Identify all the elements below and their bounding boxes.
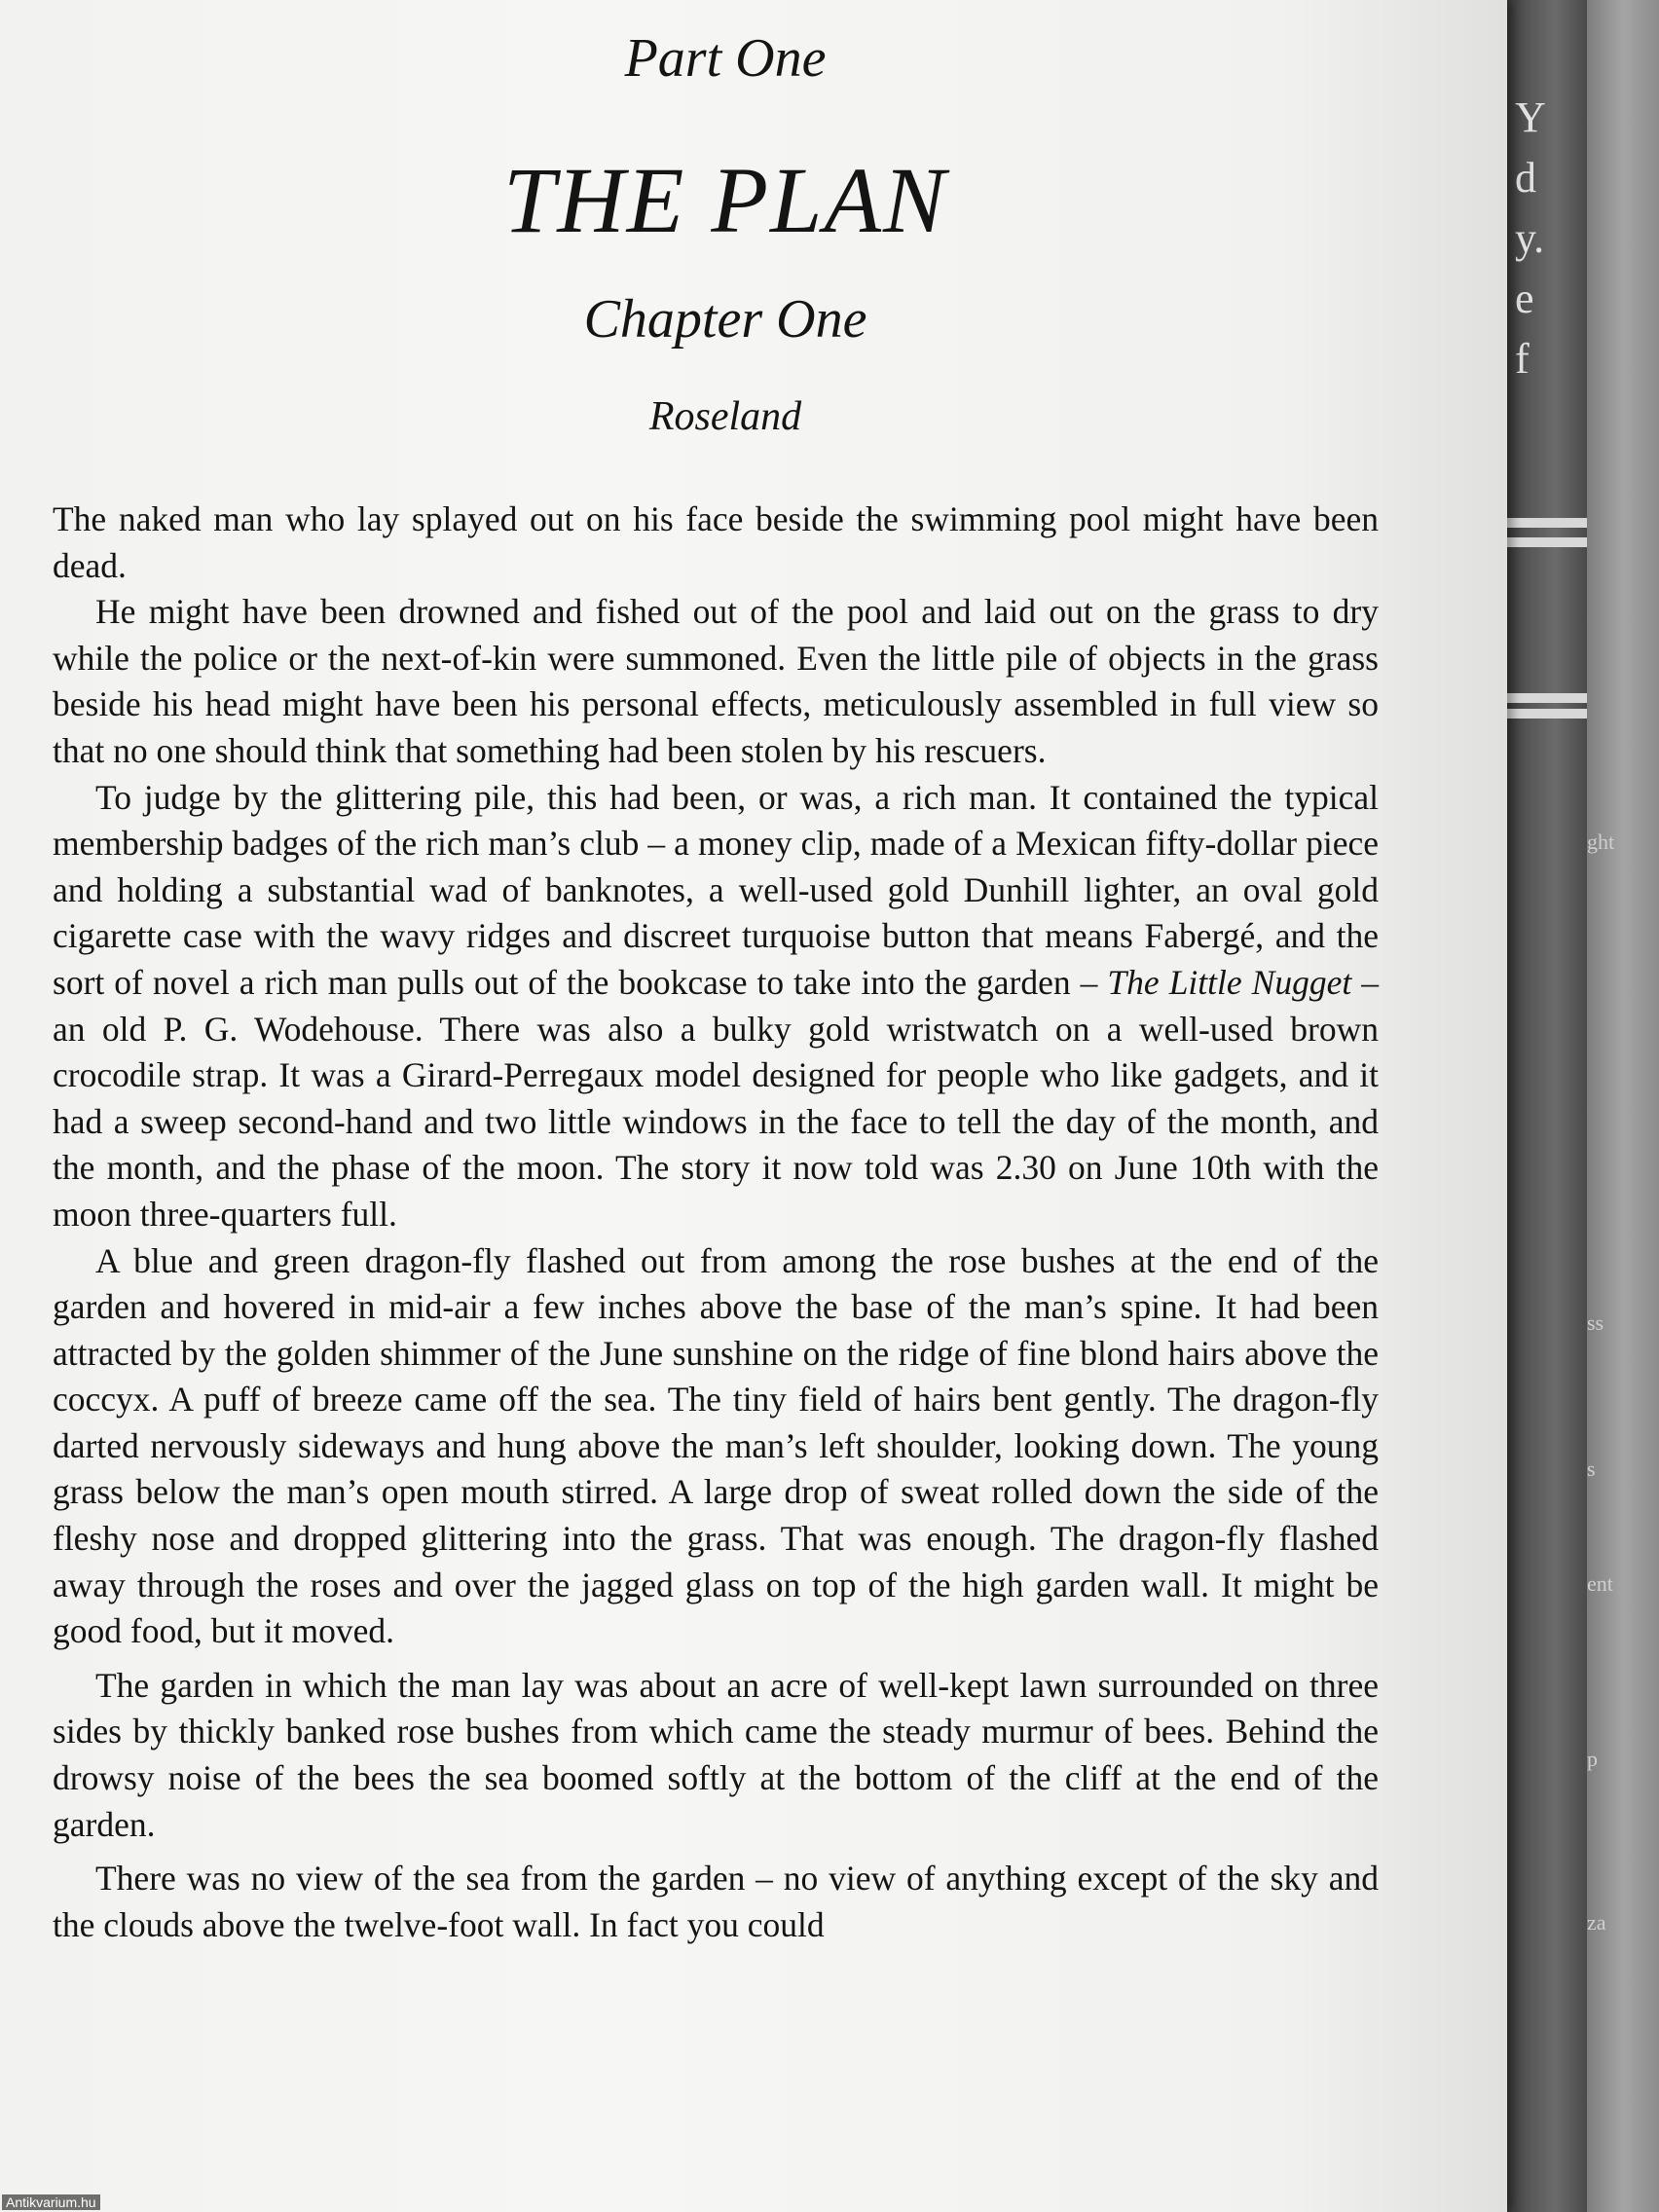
paragraph: There was no view of the sea from the garden – no view of anything except of the sky and the clouds above the twelve-foot wall. In fact you could — [53, 1859, 1379, 1944]
bg-text-fragment: s — [1587, 1456, 1596, 1481]
spine-letter: e — [1515, 275, 1534, 322]
spine-band — [1507, 537, 1587, 547]
book-spine — [1507, 0, 1587, 2212]
bg-text-fragment: za — [1587, 1910, 1606, 1935]
paragraph-text: – an old P. G. Wodehouse. There was also a bulky gold wristwatch on a well-used brown crocodile strap. It was a Girard-Perregaux model designed for people who like gadgets, and it had a sweep second-hand and two little windows in the face to tell the day of the month, and the month, and the phase of the moon. The story it now told was 2.30 on June 10th with the moon three-quarters full. — [53, 962, 1379, 1234]
part-title: Part One — [624, 28, 827, 89]
paragraph: He might have been drowned and fished out of the pool and laid out on the grass to dry while the police or the next-of-kin were summoned. Even the little pile of objects in the grass beside his head might have been his personal effects, meticulously assembled in full view so that no one should think that something had been stolen by his rescuers. — [53, 592, 1379, 770]
spine-letter: d — [1515, 154, 1536, 202]
paragraph-text: To judge by the glittering pile, this had been, or was, a rich man. It contained the typical membership badges of the rich man’s club – a money clip, made of a Mexican fifty-dollar piece and holding a substantial wad of banknotes, a well-used gold Dunhill lighter, an oval gold cigarette case with the wavy ridges and discreet turquoise button that means Fabergé, and the sort of novel a rich man pulls out of the bookcase to take into the garden – — [53, 777, 1379, 1002]
background-book — [1587, 0, 1659, 2212]
bg-text-fragment: ss — [1587, 1310, 1604, 1335]
bg-text-fragment: ght — [1587, 830, 1615, 854]
spine-text — [1515, 88, 1546, 389]
spine-letter: f — [1515, 335, 1530, 383]
body-text — [53, 497, 1379, 1948]
paragraph: The naked man who lay splayed out on his face beside the swimming pool might have been dead. — [53, 499, 1379, 585]
book-title: The Little Nugget — [1107, 962, 1352, 1002]
bg-text-fragment: ent — [1587, 1571, 1613, 1596]
spine-band — [1507, 518, 1587, 528]
section-title: Roseland — [648, 394, 802, 439]
paragraph: A blue and green dragon-fly flashed out from among the rose bushes at the end of the garden and hovered in mid-air a few inches above the base of the man’s spine. It had been attracted by the golden shimmer of the June sunshine on the ridge of fine blond hairs above the coccyx. A puff of breeze came off the sea. The tiny field of hairs bent gently. The dragon-fly darted nervously sideways and hung above the man’s left shoulder, looking down. The young grass below the man’s open mouth stirred. A large drop of sweat rolled down the side of the fleshy nose and dropped glittering into the grass. That was enough. The dragon-fly flashed away through the roses and over the jagged glass on top of the high garden wall. It might be good food, but it moved. — [53, 1240, 1379, 1651]
spine-band — [1507, 709, 1587, 719]
paragraph — [53, 775, 1379, 1238]
bg-text-fragment: p — [1587, 1747, 1598, 1771]
paragraph: The garden in which the man lay was about an acre of well-kept lawn surrounded on three sides by thickly banked rose bushes from which came the steady murmur of bees. Behind the drowsy noise of the bees the sea boomed softly at the bottom of the cliff at the end of the garden. — [53, 1665, 1379, 1844]
chapter-title: Chapter One — [583, 289, 867, 350]
watermark: Antikvarium.hu — [2, 2194, 100, 2210]
spine-letter: y. — [1515, 214, 1545, 262]
spine-band — [1507, 693, 1587, 703]
spine-letter: Y — [1515, 93, 1546, 141]
main-title: THE PLAN — [502, 148, 948, 252]
